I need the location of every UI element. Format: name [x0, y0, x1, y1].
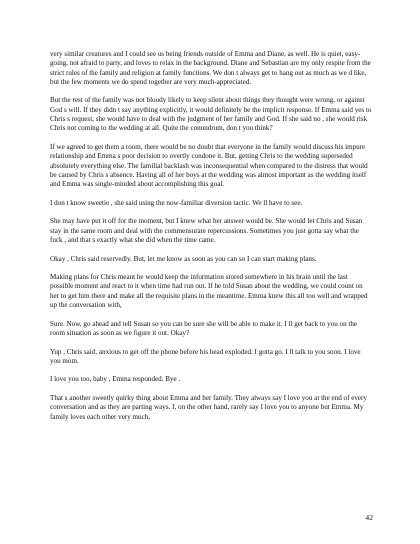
- paragraph: very similar creatures and I could see us being friends outside of Emma and Diane, as well. He is quiet, easy-going, not afraid to party, and loves to relax in the background. Diane and Sebastian are my only respite from the strict rules of the family and religion at family functions. We don t always get to hang out as much as we d like, but the few moments we do spend together are very much-appreciated.: [50, 50, 371, 86]
- page-number: 42: [365, 513, 373, 522]
- paragraph: I don t know sweetie , she said using the now-familiar diversion tactic. We ll have to see.: [50, 198, 303, 207]
- paragraph: But the rest of the family was not bloody likely to keep silent about things they thought were wrong, or against God s will. If they didn t say anything explicitly, it would definitely be the implicit response. If Emma said yes to Chris s request, she would have to deal with the judgment of her family and God. If she said no , she would risk Chris not coming to the wedding at all. Quite the conundrum, don t you think?: [50, 96, 372, 133]
- paragraph: Okay , Chris said reservedly. But, let me know as soon as you can so I can start making plans.: [50, 254, 317, 263]
- paragraph: She may have put it off for the moment, but I knew what her answer would be. She would let Chris and Susan stay in the same room and deal with the commensurate repercussions. Sometimes you just gotta say what the fuck , and that s exactly what she did when the time came.: [50, 217, 363, 244]
- paragraph: I love you too, baby , Emma responded. Bye .: [50, 375, 181, 384]
- document-page: [50, 50, 372, 431]
- paragraph: Sure. Now, go ahead and tell Susan so you can be sure she will be able to make it. I ll get back to you on the room situation as soon as we figure it out. Okay?: [50, 319, 358, 337]
- paragraph: Making plans for Chris meant he would keep the information stored somewhere in his brain until the last possible moment and react to it when time had run out. If he told Susan about the wedding, we could count on her to get him there and make all the requisite plans in the meantime. Emma knew this all too well and wrapped up the conversation with,: [50, 273, 368, 310]
- paragraph: If we agreed to get them a room, there would be no doubt that everyone in the family would discuss his impure relationship and Emma s poor decision to overtly condone it. But, getting Chris to the wedding superseded absolutely everything else. The familial backlash was inconsequential when compared to the distress that would be caused by Chris s absence. Having all of her boys at the wedding was almost important as the wedding itself and Emma was single-minded about accomplishing this goal.: [50, 142, 368, 189]
- paragraph: That s another sweetly quirky thing about Emma and her family. They always say I love you at the end of every conversation and as they are parting ways. I, on the other hand, rarely say I love you to anyone but Emma. My family loves each other very much,: [50, 393, 367, 421]
- paragraph: Yup , Chris said, anxious to get off the phone before his head exploded. I gotta go. I ll talk to you soon. I love you mom.: [50, 347, 361, 365]
